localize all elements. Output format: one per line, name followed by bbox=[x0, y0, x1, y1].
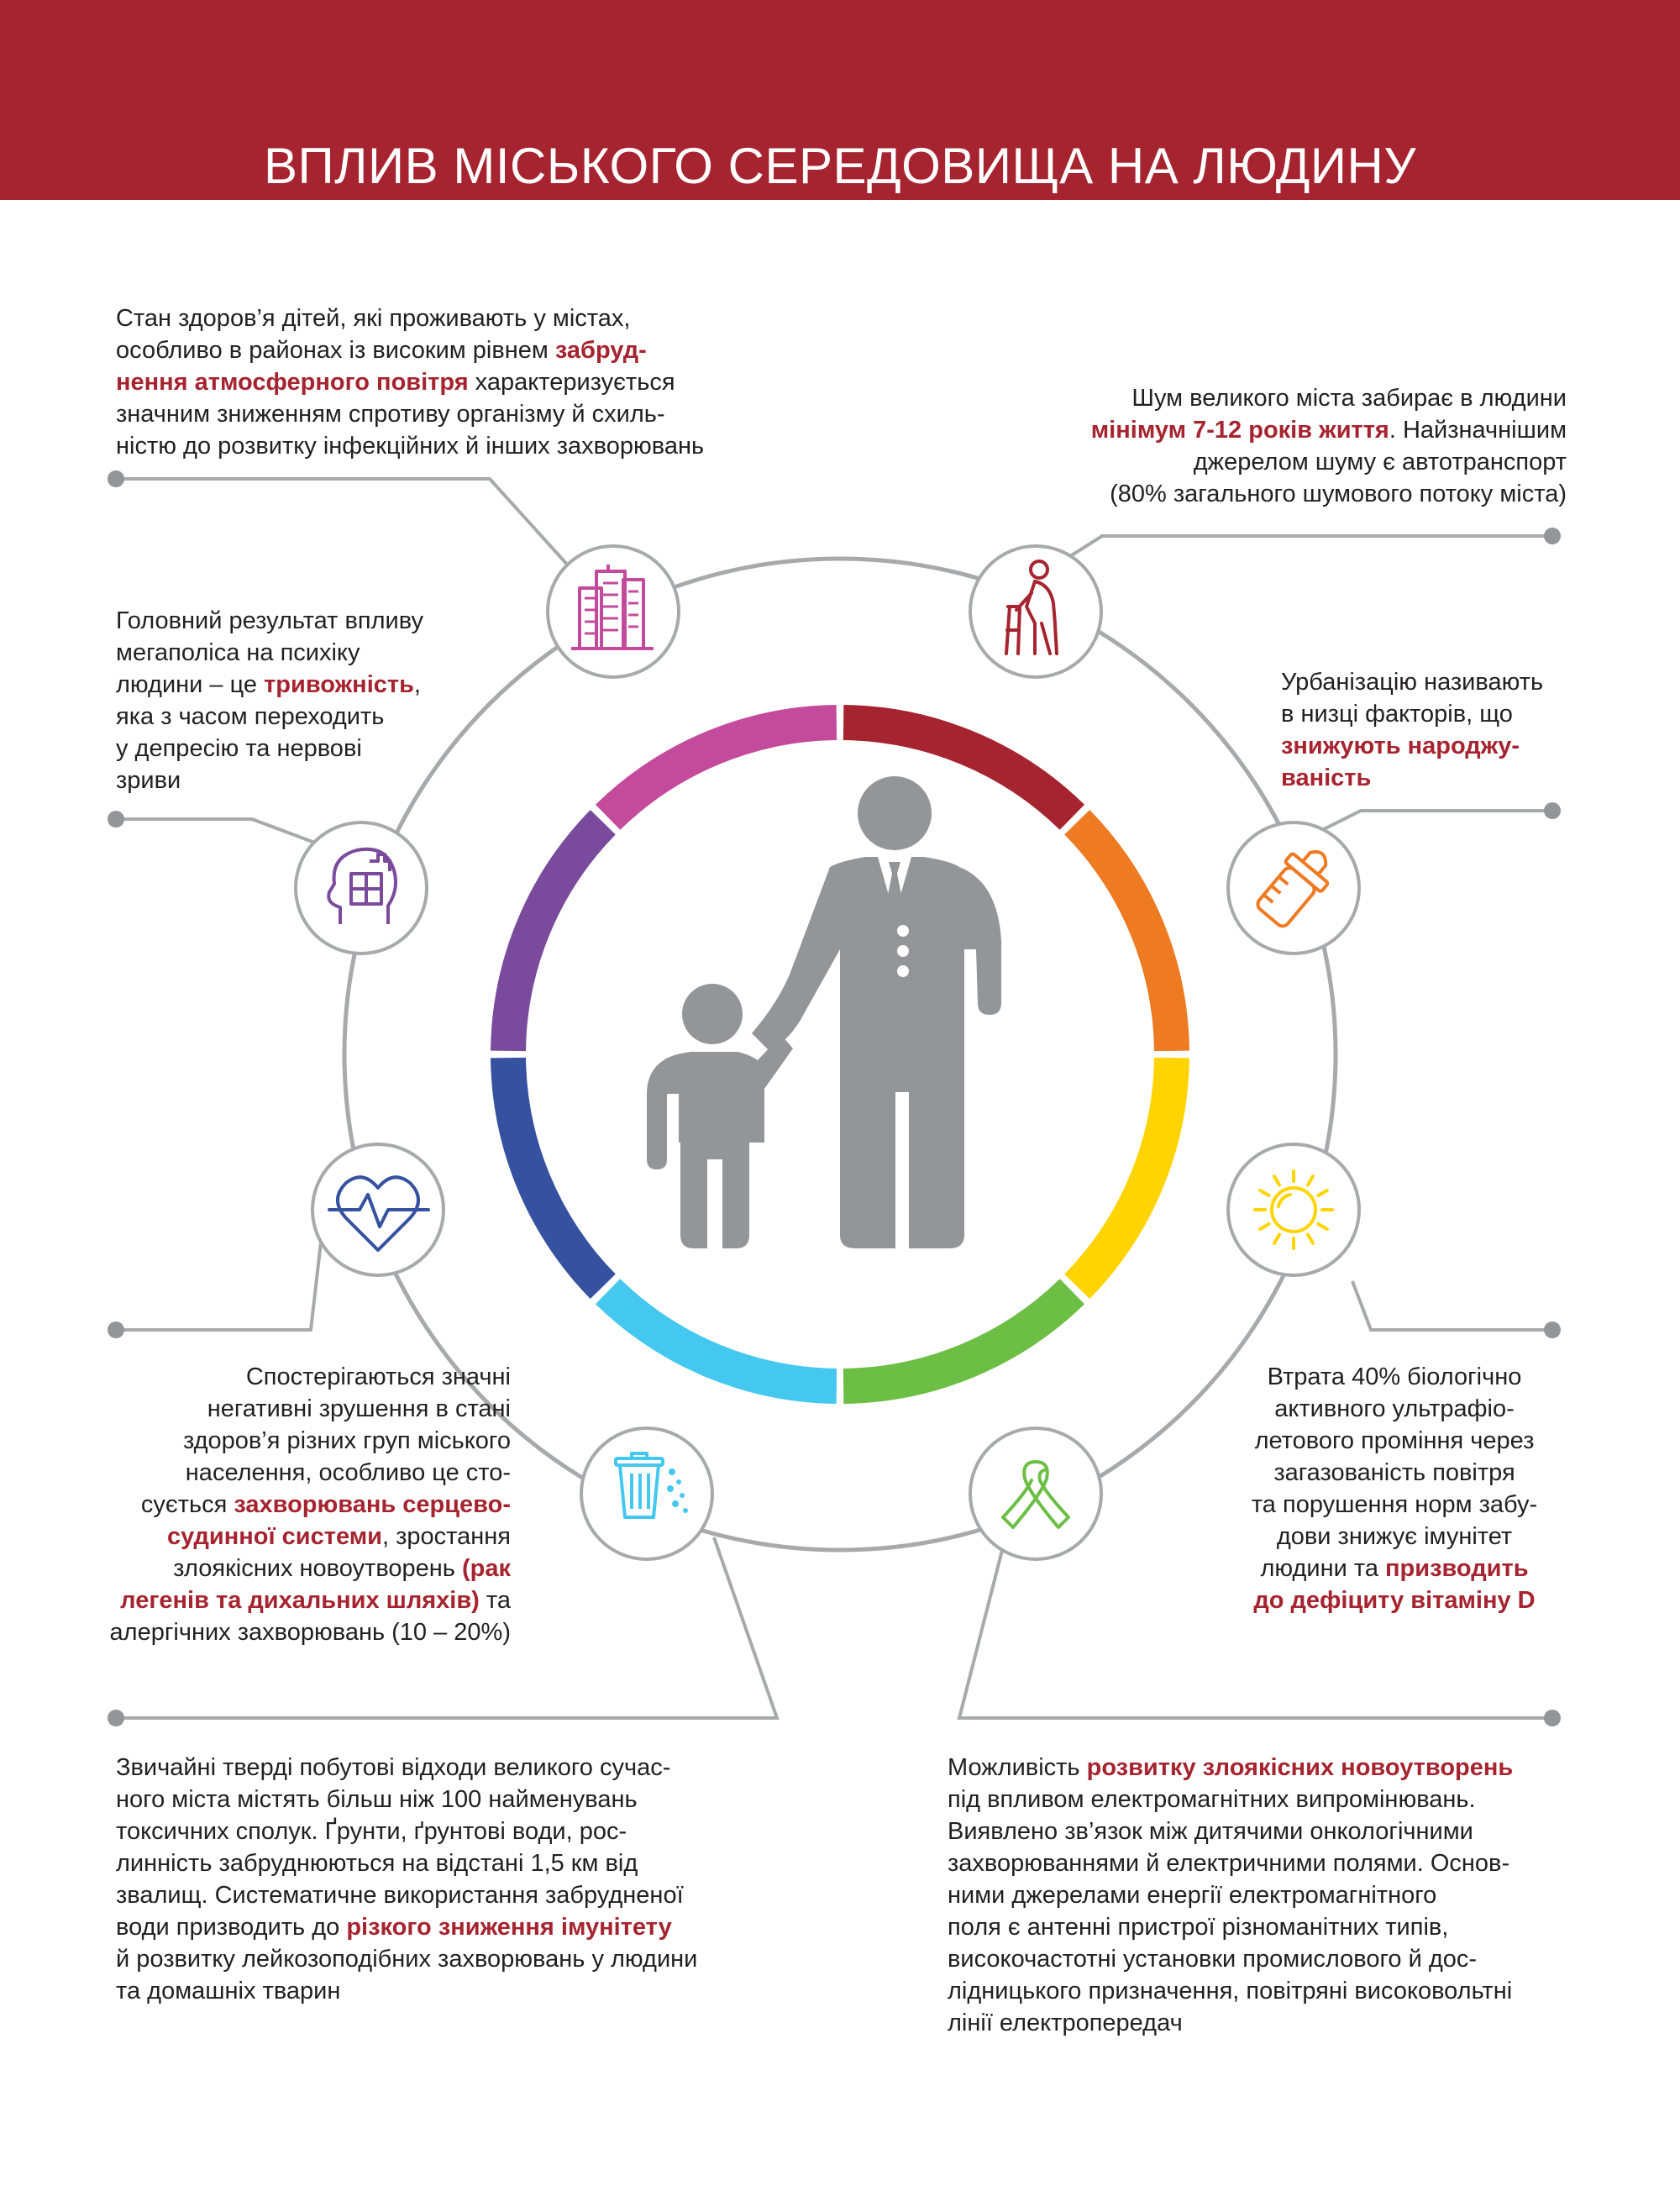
dot-health bbox=[108, 1321, 124, 1338]
fact-line: яка з часом переходить bbox=[116, 703, 385, 730]
fact-line: населення, особливо це сто- bbox=[185, 1459, 511, 1486]
dot-waste bbox=[108, 1710, 124, 1726]
fact-highlight: забруд- bbox=[554, 337, 647, 364]
fact-line: Стан здоров’я дітей, які проживають у містах, bbox=[116, 305, 631, 332]
fact-line: Спостерігаються значні bbox=[245, 1363, 511, 1390]
fact-line: значним зниженням спротиву організму й схиль- bbox=[116, 401, 665, 428]
fact-highlight: (рак bbox=[461, 1555, 511, 1582]
ring-segment bbox=[508, 1058, 603, 1286]
fact-line bbox=[99, 1489, 511, 1521]
fact-line: негативні зрушення в стані bbox=[207, 1395, 511, 1422]
fact-air-pollution bbox=[116, 302, 754, 462]
fact-line: алергічних захворювань (10 – 20%) bbox=[109, 1619, 511, 1646]
fact-line: поля є антенні пристрої різноманітних типів, bbox=[948, 1914, 1449, 1941]
fact-line bbox=[99, 1553, 511, 1584]
connector-noise bbox=[1036, 536, 1552, 578]
connector-birth bbox=[1302, 811, 1552, 840]
fact-birth-rate bbox=[1281, 666, 1583, 794]
fact-line: Виявлено зв’язок між дитячими онкологічними bbox=[948, 1818, 1473, 1845]
fact-line: у депресію та нервові bbox=[116, 735, 362, 762]
fact-line: дови знижує імунітет bbox=[1276, 1523, 1513, 1550]
fact-line: загазованість повітря bbox=[1273, 1459, 1515, 1486]
fact-health bbox=[99, 1361, 511, 1648]
fact-highlight: захворювань серцево- bbox=[234, 1491, 511, 1518]
fact-line: здоров’я різних груп міського bbox=[182, 1427, 511, 1454]
fact-text: характеризується bbox=[468, 369, 675, 396]
page-title: ВПЛИВ МІСЬКОГО СЕРЕДОВИЩА НА ЛЮДИНУ bbox=[264, 138, 1416, 195]
fact-line: звалищ. Систематичне використання забрудненої bbox=[116, 1882, 684, 1909]
fact-line bbox=[116, 1911, 771, 1943]
fact-line: в низці факторів, що bbox=[1281, 701, 1513, 728]
fact-line: Звичайні тверді побутові відходи великого сучас- bbox=[116, 1754, 671, 1781]
fact-highlight: судинної системи bbox=[166, 1523, 382, 1550]
connector-air bbox=[116, 479, 570, 567]
fact-text: людини та bbox=[1260, 1555, 1386, 1582]
ring-segment bbox=[608, 1291, 837, 1386]
fact-line: високочастотні установки промислового й дос- bbox=[948, 1946, 1478, 1973]
fact-line: ваність bbox=[1281, 764, 1372, 791]
fact-text: води призводить до bbox=[116, 1914, 347, 1941]
fact-line: линність забруднюються на відстані 1,5 км від bbox=[116, 1850, 638, 1877]
connector-uv bbox=[1352, 1281, 1552, 1330]
ring-segment bbox=[508, 822, 603, 1051]
fact-text: сується bbox=[140, 1491, 234, 1518]
fact-line: лідницького призначення, повітряні високовольтні bbox=[948, 1978, 1513, 2004]
fact-line: та порушення норм забу- bbox=[1251, 1491, 1538, 1518]
fact-line: до дефіциту вітаміну D bbox=[1253, 1587, 1536, 1614]
dot-emf bbox=[1544, 1710, 1561, 1726]
fact-line: й розвитку лейкозоподібних захворювань у людини bbox=[116, 1946, 698, 1973]
fact-line: Шум великого міста забирає в людини bbox=[1131, 385, 1567, 412]
ring-segment bbox=[608, 722, 837, 817]
dot-noise bbox=[1544, 528, 1561, 544]
dot-air bbox=[108, 470, 124, 487]
fact-text: Можливість bbox=[948, 1754, 1087, 1781]
fact-line: джерелом шуму є автотранспорт bbox=[1193, 449, 1567, 476]
connector-health bbox=[116, 1235, 322, 1330]
fact-line: лінії електропередач bbox=[948, 2010, 1183, 2036]
fact-line bbox=[116, 366, 754, 398]
fact-uv-radiation bbox=[1210, 1361, 1579, 1616]
dot-anxiety bbox=[108, 811, 124, 828]
fact-electromagnetic bbox=[948, 1752, 1586, 2039]
fact-line bbox=[99, 1521, 511, 1553]
fact-waste bbox=[116, 1752, 771, 2007]
dot-uv bbox=[1544, 1321, 1561, 1338]
fact-line: зриви bbox=[116, 767, 181, 794]
fact-line bbox=[99, 1584, 511, 1616]
fact-line bbox=[1008, 414, 1567, 446]
fact-highlight: тривожність bbox=[264, 671, 414, 698]
fact-line bbox=[116, 334, 754, 366]
dot-birth bbox=[1544, 802, 1561, 819]
fact-line bbox=[948, 1752, 1586, 1784]
ring-segment bbox=[1077, 822, 1172, 1051]
fact-anxiety bbox=[116, 605, 469, 796]
ring-segment bbox=[843, 1291, 1072, 1386]
fact-line: Урбанізацію називають bbox=[1281, 669, 1544, 696]
fact-highlight: різкого зниження імунітету bbox=[346, 1914, 672, 1941]
fact-line bbox=[1210, 1553, 1579, 1584]
fact-text: , зростання bbox=[382, 1523, 511, 1550]
fact-highlight: нення атмосферного повітря bbox=[116, 369, 469, 396]
fact-line: ністю до розвитку інфекційних й інших захворювань bbox=[116, 433, 705, 460]
connector-anxiety bbox=[116, 819, 319, 844]
fact-line: під впливом електромагнітних випромінювань. bbox=[948, 1786, 1476, 1813]
fact-highlight: призводить bbox=[1385, 1555, 1529, 1582]
fact-line: летового проміння через bbox=[1254, 1427, 1535, 1454]
icon-circle-sun bbox=[1228, 1144, 1359, 1275]
fact-line: Втрата 40% біологічно bbox=[1267, 1363, 1522, 1390]
fact-line: ними джерелами енергії електромагнітного bbox=[948, 1882, 1437, 1909]
fact-highlight: мінімум 7-12 років життя bbox=[1090, 417, 1389, 444]
fact-highlight: легенів та дихальних шляхів) bbox=[120, 1587, 480, 1614]
fact-line: Головний результат впливу bbox=[116, 607, 424, 634]
fact-text: злоякісних новоутворень bbox=[173, 1555, 462, 1582]
fact-highlight: розвитку злоякісних новоутворень bbox=[1086, 1754, 1514, 1781]
icon-circle-bottle bbox=[1228, 822, 1359, 954]
adult-child-icon bbox=[647, 776, 1001, 1248]
fact-text: людини – це bbox=[116, 671, 265, 698]
fact-line: ного міста містять більш ніж 100 найменувань bbox=[116, 1786, 638, 1813]
fact-line: та домашніх тварин bbox=[116, 1978, 341, 2004]
fact-text: та bbox=[479, 1587, 511, 1614]
fact-line: (80% загального шумового потоку міста) bbox=[1110, 481, 1567, 507]
icon-circle-ribbon bbox=[970, 1428, 1101, 1559]
fact-noise bbox=[1008, 382, 1567, 510]
fact-text: особливо в районах із високим рівнем bbox=[116, 337, 555, 364]
icon-circle-elderly bbox=[970, 546, 1101, 677]
fact-line: активного ультрафіо- bbox=[1274, 1395, 1515, 1422]
icon-circle-buildings bbox=[548, 546, 679, 677]
fact-text: . Найзначнішим bbox=[1389, 417, 1567, 444]
fact-line: токсичних сполук. Ґрунти, ґрунтові води, рос- bbox=[116, 1818, 627, 1845]
fact-line bbox=[116, 669, 469, 701]
fact-text: , bbox=[413, 671, 421, 698]
fact-line: знижують народжу- bbox=[1281, 733, 1520, 759]
fact-line: захворюваннями й електричними полями. Основ- bbox=[948, 1850, 1510, 1877]
fact-line: мегаполіса на психіку bbox=[116, 639, 360, 666]
ring-segment bbox=[1077, 1058, 1172, 1286]
